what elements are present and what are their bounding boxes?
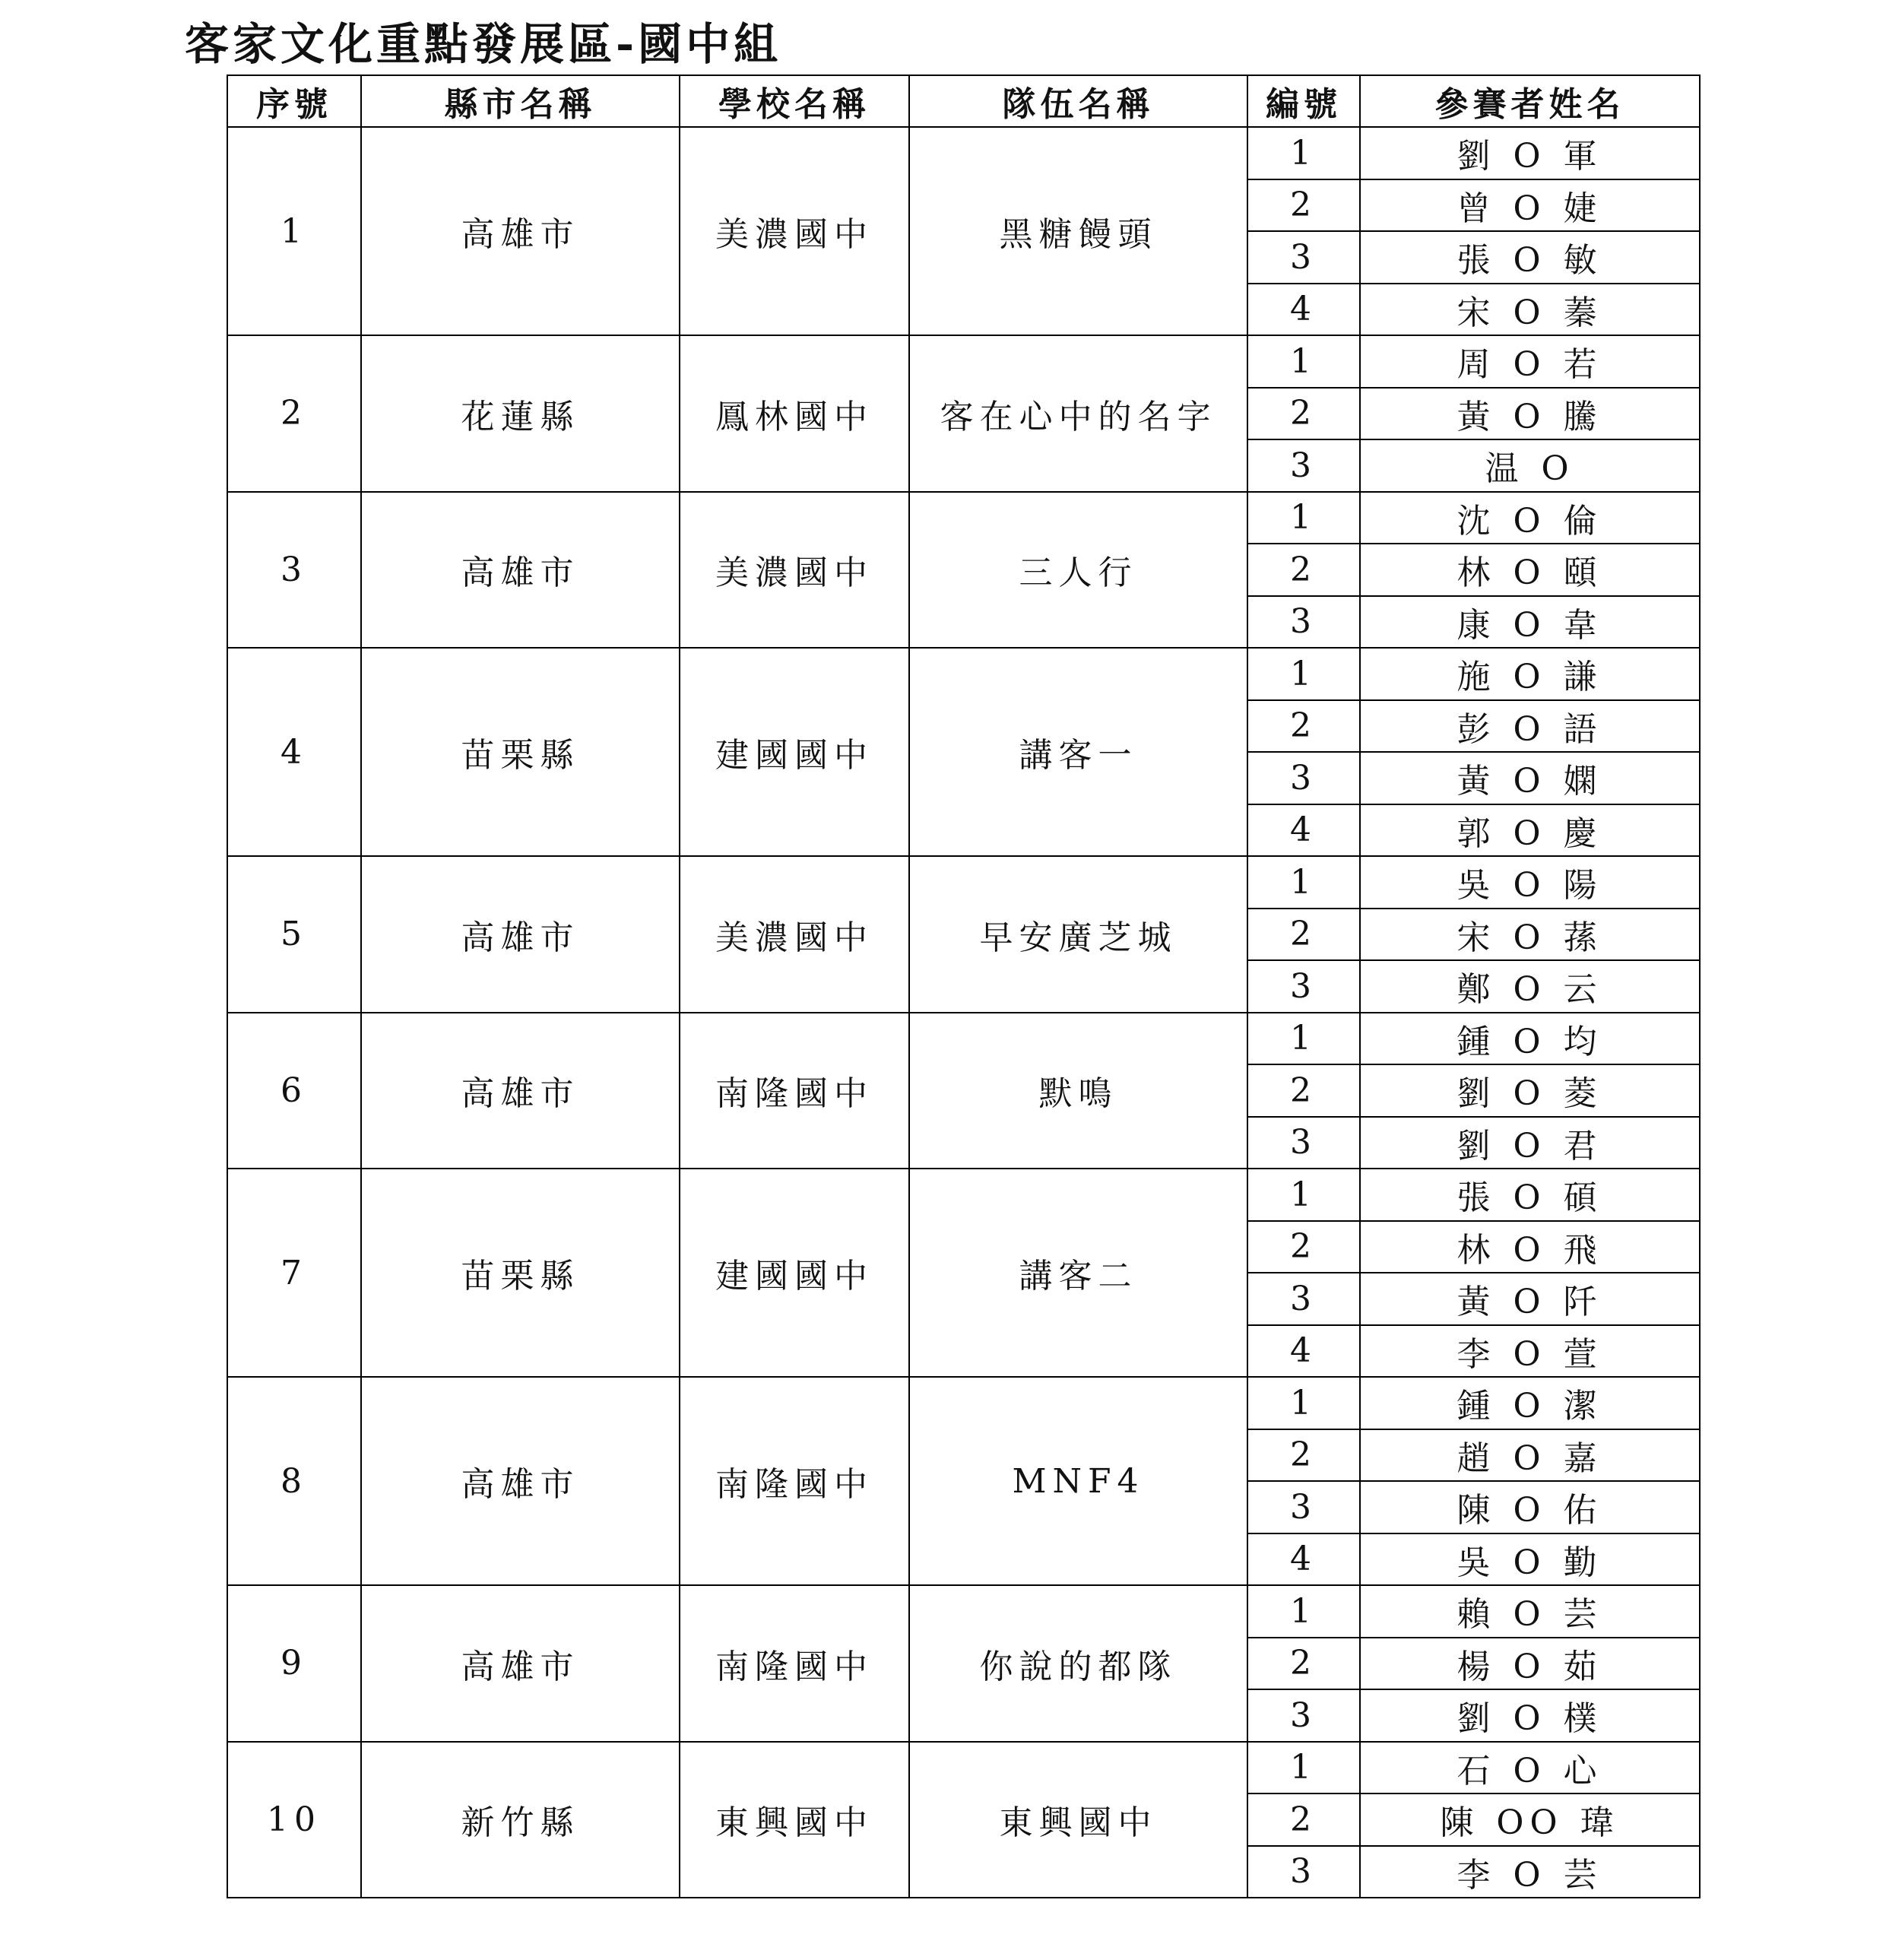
member-name-cell: 趙 O 嘉 bbox=[1360, 1429, 1700, 1482]
member-name-cell: 沈 O 倫 bbox=[1360, 492, 1700, 544]
team-county-cell: 高雄市 bbox=[361, 1585, 680, 1742]
table-row bbox=[227, 1169, 1700, 1221]
team-county-cell: 苗栗縣 bbox=[361, 1169, 680, 1377]
member-name-cell: 劉 O 樸 bbox=[1360, 1689, 1700, 1742]
team-school-cell: 南隆國中 bbox=[680, 1585, 909, 1742]
header-county: 縣市名稱 bbox=[361, 75, 680, 127]
team-county-cell: 新竹縣 bbox=[361, 1742, 680, 1898]
team-county-cell: 苗栗縣 bbox=[361, 648, 680, 856]
member-name-cell: 鄭 O 云 bbox=[1360, 960, 1700, 1013]
team-school-cell: 建國國中 bbox=[680, 1169, 909, 1377]
roster-body bbox=[227, 127, 1700, 1898]
team-school-cell: 美濃國中 bbox=[680, 856, 909, 1013]
member-number-cell: 1 bbox=[1247, 1013, 1360, 1065]
team-seq-cell: 3 bbox=[227, 492, 361, 649]
member-number-cell: 2 bbox=[1247, 179, 1360, 232]
team-school-cell: 建國國中 bbox=[680, 648, 909, 856]
team-seq-cell: 6 bbox=[227, 1013, 361, 1169]
team-name-cell: MNF4 bbox=[909, 1377, 1247, 1585]
member-number-cell: 2 bbox=[1247, 1221, 1360, 1273]
member-number-cell: 2 bbox=[1247, 909, 1360, 961]
member-name-cell: 鍾 O 均 bbox=[1360, 1013, 1700, 1065]
member-name-cell: 黃 O 嫻 bbox=[1360, 752, 1700, 804]
team-name-cell: 講客一 bbox=[909, 648, 1247, 856]
member-number-cell: 1 bbox=[1247, 1585, 1360, 1638]
table-row bbox=[227, 1585, 1700, 1638]
member-name-cell: 康 O 韋 bbox=[1360, 596, 1700, 649]
team-seq-cell: 2 bbox=[227, 335, 361, 492]
team-county-cell: 高雄市 bbox=[361, 1377, 680, 1585]
member-name-cell: 林 O 飛 bbox=[1360, 1221, 1700, 1273]
header-seq: 序號 bbox=[227, 75, 361, 127]
team-seq-cell: 4 bbox=[227, 648, 361, 856]
table-row bbox=[227, 1377, 1700, 1429]
member-name-cell: 李 O 芸 bbox=[1360, 1846, 1700, 1898]
member-number-cell: 1 bbox=[1247, 335, 1360, 388]
member-name-cell: 彭 O 語 bbox=[1360, 700, 1700, 753]
member-number-cell: 3 bbox=[1247, 1117, 1360, 1169]
member-number-cell: 2 bbox=[1247, 1638, 1360, 1690]
member-name-cell: 曾 O 婕 bbox=[1360, 179, 1700, 232]
roster-table bbox=[227, 75, 1701, 1898]
team-name-cell: 黑糖饅頭 bbox=[909, 127, 1247, 335]
member-number-cell: 2 bbox=[1247, 1429, 1360, 1482]
member-number-cell: 1 bbox=[1247, 648, 1360, 700]
member-number-cell: 4 bbox=[1247, 1325, 1360, 1378]
member-name-cell: 石 O 心 bbox=[1360, 1742, 1700, 1794]
member-name-cell: 吳 O 陽 bbox=[1360, 856, 1700, 909]
header-team: 隊伍名稱 bbox=[909, 75, 1247, 127]
team-seq-cell: 10 bbox=[227, 1742, 361, 1898]
team-county-cell: 高雄市 bbox=[361, 127, 680, 335]
member-name-cell: 鍾 O 潔 bbox=[1360, 1377, 1700, 1429]
team-school-cell: 東興國中 bbox=[680, 1742, 909, 1898]
member-number-cell: 3 bbox=[1247, 1481, 1360, 1533]
member-name-cell: 劉 O 菱 bbox=[1360, 1064, 1700, 1117]
team-county-cell: 花蓮縣 bbox=[361, 335, 680, 492]
member-number-cell: 4 bbox=[1247, 1533, 1360, 1586]
member-name-cell: 施 O 謙 bbox=[1360, 648, 1700, 700]
member-number-cell: 1 bbox=[1247, 1742, 1360, 1794]
member-name-cell: 張 O 敏 bbox=[1360, 231, 1700, 284]
member-number-cell: 3 bbox=[1247, 1273, 1360, 1325]
team-name-cell: 講客二 bbox=[909, 1169, 1247, 1377]
team-name-cell: 默鳴 bbox=[909, 1013, 1247, 1169]
header-row bbox=[227, 75, 1700, 127]
team-seq-cell: 5 bbox=[227, 856, 361, 1013]
team-school-cell: 南隆國中 bbox=[680, 1013, 909, 1169]
member-name-cell: 宋 O 蓁 bbox=[1360, 284, 1700, 336]
table-row bbox=[227, 1013, 1700, 1065]
table-row bbox=[227, 856, 1700, 909]
member-name-cell: 楊 O 茹 bbox=[1360, 1638, 1700, 1690]
page-title: 客家文化重點發展區-國中組 bbox=[185, 18, 782, 70]
member-number-cell: 4 bbox=[1247, 804, 1360, 857]
team-county-cell: 高雄市 bbox=[361, 492, 680, 649]
member-number-cell: 2 bbox=[1247, 1064, 1360, 1117]
member-number-cell: 3 bbox=[1247, 960, 1360, 1013]
team-school-cell: 美濃國中 bbox=[680, 127, 909, 335]
member-number-cell: 3 bbox=[1247, 439, 1360, 492]
team-county-cell: 高雄市 bbox=[361, 1013, 680, 1169]
header-school: 學校名稱 bbox=[680, 75, 909, 127]
member-name-cell: 黃 O 騰 bbox=[1360, 388, 1700, 440]
member-name-cell: 黃 O 阡 bbox=[1360, 1273, 1700, 1325]
member-number-cell: 1 bbox=[1247, 127, 1360, 179]
team-name-cell: 早安廣芝城 bbox=[909, 856, 1247, 1013]
member-number-cell: 2 bbox=[1247, 700, 1360, 753]
member-number-cell: 3 bbox=[1247, 1846, 1360, 1898]
team-school-cell: 南隆國中 bbox=[680, 1377, 909, 1585]
member-number-cell: 3 bbox=[1247, 231, 1360, 284]
table-row bbox=[227, 127, 1700, 179]
table-row bbox=[227, 1742, 1700, 1794]
table-row bbox=[227, 335, 1700, 388]
member-number-cell: 3 bbox=[1247, 596, 1360, 649]
member-name-cell: 劉 O 軍 bbox=[1360, 127, 1700, 179]
header-no: 編號 bbox=[1247, 75, 1360, 127]
member-name-cell: 陳 OO 瑋 bbox=[1360, 1793, 1700, 1846]
team-school-cell: 鳳林國中 bbox=[680, 335, 909, 492]
member-number-cell: 4 bbox=[1247, 284, 1360, 336]
member-number-cell: 2 bbox=[1247, 544, 1360, 596]
team-school-cell: 美濃國中 bbox=[680, 492, 909, 649]
member-number-cell: 3 bbox=[1247, 752, 1360, 804]
team-seq-cell: 8 bbox=[227, 1377, 361, 1585]
member-name-cell: 張 O 碩 bbox=[1360, 1169, 1700, 1221]
team-name-cell: 你說的都隊 bbox=[909, 1585, 1247, 1742]
member-number-cell: 2 bbox=[1247, 388, 1360, 440]
member-name-cell: 周 O 若 bbox=[1360, 335, 1700, 388]
member-name-cell: 温 O bbox=[1360, 439, 1700, 492]
member-number-cell: 2 bbox=[1247, 1793, 1360, 1846]
team-seq-cell: 9 bbox=[227, 1585, 361, 1742]
team-seq-cell: 1 bbox=[227, 127, 361, 335]
header-name: 參賽者姓名 bbox=[1360, 75, 1700, 127]
team-county-cell: 高雄市 bbox=[361, 856, 680, 1013]
member-name-cell: 林 O 頤 bbox=[1360, 544, 1700, 596]
member-number-cell: 1 bbox=[1247, 492, 1360, 544]
table-row bbox=[227, 492, 1700, 544]
team-name-cell: 東興國中 bbox=[909, 1742, 1247, 1898]
member-number-cell: 1 bbox=[1247, 1377, 1360, 1429]
member-number-cell: 3 bbox=[1247, 1689, 1360, 1742]
member-name-cell: 宋 O 蓀 bbox=[1360, 909, 1700, 961]
member-name-cell: 郭 O 慶 bbox=[1360, 804, 1700, 857]
member-name-cell: 李 O 萱 bbox=[1360, 1325, 1700, 1378]
team-name-cell: 客在心中的名字 bbox=[909, 335, 1247, 492]
member-name-cell: 陳 O 佑 bbox=[1360, 1481, 1700, 1533]
member-name-cell: 賴 O 芸 bbox=[1360, 1585, 1700, 1638]
table-row bbox=[227, 648, 1700, 700]
team-seq-cell: 7 bbox=[227, 1169, 361, 1377]
member-name-cell: 吳 O 勤 bbox=[1360, 1533, 1700, 1586]
member-name-cell: 劉 O 君 bbox=[1360, 1117, 1700, 1169]
member-number-cell: 1 bbox=[1247, 1169, 1360, 1221]
member-number-cell: 1 bbox=[1247, 856, 1360, 909]
team-name-cell: 三人行 bbox=[909, 492, 1247, 649]
